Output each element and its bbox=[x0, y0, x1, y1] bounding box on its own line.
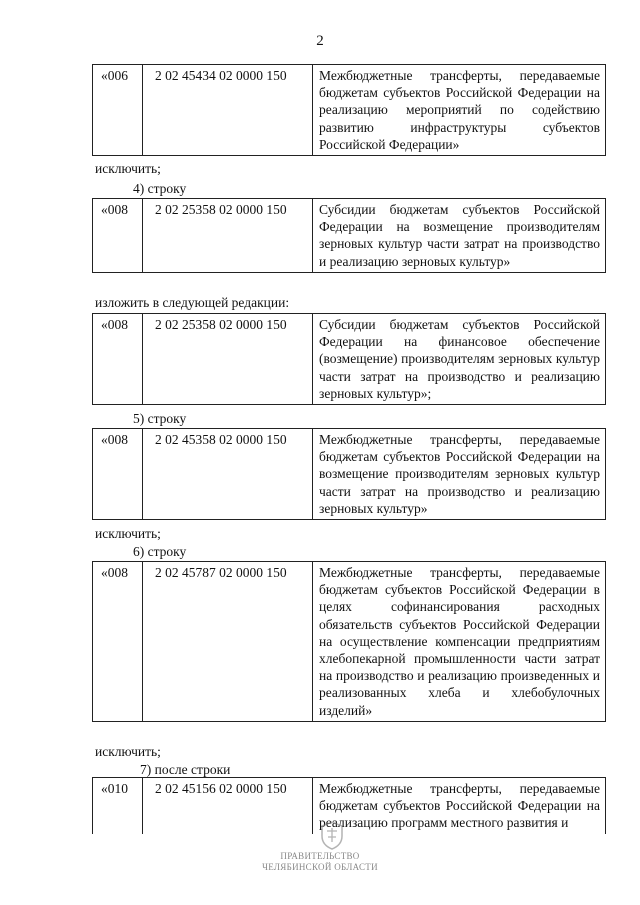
row-text: Межбюджетные трансферты, передаваемые бюджетам субъектов Российской Федерации на реализацию программ местного развития и bbox=[313, 778, 606, 834]
budget-table-row-1 bbox=[92, 64, 606, 156]
budget-table-row-3 bbox=[92, 313, 606, 405]
row-kbk: 2 02 25358 02 0000 150 bbox=[143, 199, 313, 273]
row-code: «010 bbox=[93, 778, 143, 834]
row-text: Межбюджетные трансферты, передаваемые бюджетам субъектов Российской Федерации на возмещение производителям зерновых культур части затрат на производство и реализацию зерновых культур» bbox=[313, 429, 606, 520]
item-4-label: 4) строку bbox=[133, 181, 187, 196]
instruction-exclude: исключить; bbox=[95, 161, 161, 176]
instruction-restate: изложить в следующей редакции: bbox=[95, 295, 290, 310]
row-code: «006 bbox=[93, 65, 143, 156]
page-number: 2 bbox=[316, 33, 324, 49]
item-5-label: 5) строку bbox=[133, 411, 187, 426]
row-kbk: 2 02 45787 02 0000 150 bbox=[143, 562, 313, 722]
row-text: Субсидии бюджетам субъектов Российской Федерации на возмещение производителям зерновых культур части затрат на производство и реализацию зерновых культур» bbox=[313, 199, 606, 273]
coat-of-arms-icon bbox=[318, 820, 346, 850]
row-kbk: 2 02 45156 02 0000 150 bbox=[143, 778, 313, 834]
row-code: «008 bbox=[93, 314, 143, 405]
row-kbk: 2 02 25358 02 0000 150 bbox=[143, 314, 313, 405]
budget-table-row-2 bbox=[92, 198, 606, 273]
row-kbk: 2 02 45434 02 0000 150 bbox=[143, 65, 313, 156]
budget-table-row-6 bbox=[92, 777, 606, 834]
row-text: Межбюджетные трансферты, передаваемые бюджетам субъектов Российской Федерации на реализацию мероприятий по содействию развитию инфраструктуры субъектов Российской Федерации» bbox=[313, 65, 606, 156]
budget-table-row-5 bbox=[92, 561, 606, 722]
item-6-label: 6) строку bbox=[133, 544, 187, 559]
instruction-exclude: исключить; bbox=[95, 744, 161, 759]
item-7-label: 7) после строки bbox=[140, 762, 231, 777]
instruction-exclude: исключить; bbox=[95, 526, 161, 541]
budget-table-row-4 bbox=[92, 428, 606, 520]
stamp-subtitle: ЧЕЛЯБИНСКОЙ ОБЛАСТИ bbox=[262, 862, 378, 872]
row-code: «008 bbox=[93, 562, 143, 722]
row-code: «008 bbox=[93, 429, 143, 520]
row-text: Межбюджетные трансферты, передаваемые бюджетам субъектов Российской Федерации в целях софинансирования расходных обязательств субъектов Российской Федерации на осуществление компенсации предприятиям хлебопекарной промышленности части затрат на производство и реализацию произведенных и реализованных хлеба и хлебобулочных изделий» bbox=[313, 562, 606, 722]
row-text: Субсидии бюджетам субъектов Российской Федерации на финансовое обеспечение (возмещение) производителям зерновых культур части затрат на производство и реализацию зерновых культур»; bbox=[313, 314, 606, 405]
stamp-title: ПРАВИТЕЛЬСТВО bbox=[280, 851, 360, 861]
row-code: «008 bbox=[93, 199, 143, 273]
row-kbk: 2 02 45358 02 0000 150 bbox=[143, 429, 313, 520]
